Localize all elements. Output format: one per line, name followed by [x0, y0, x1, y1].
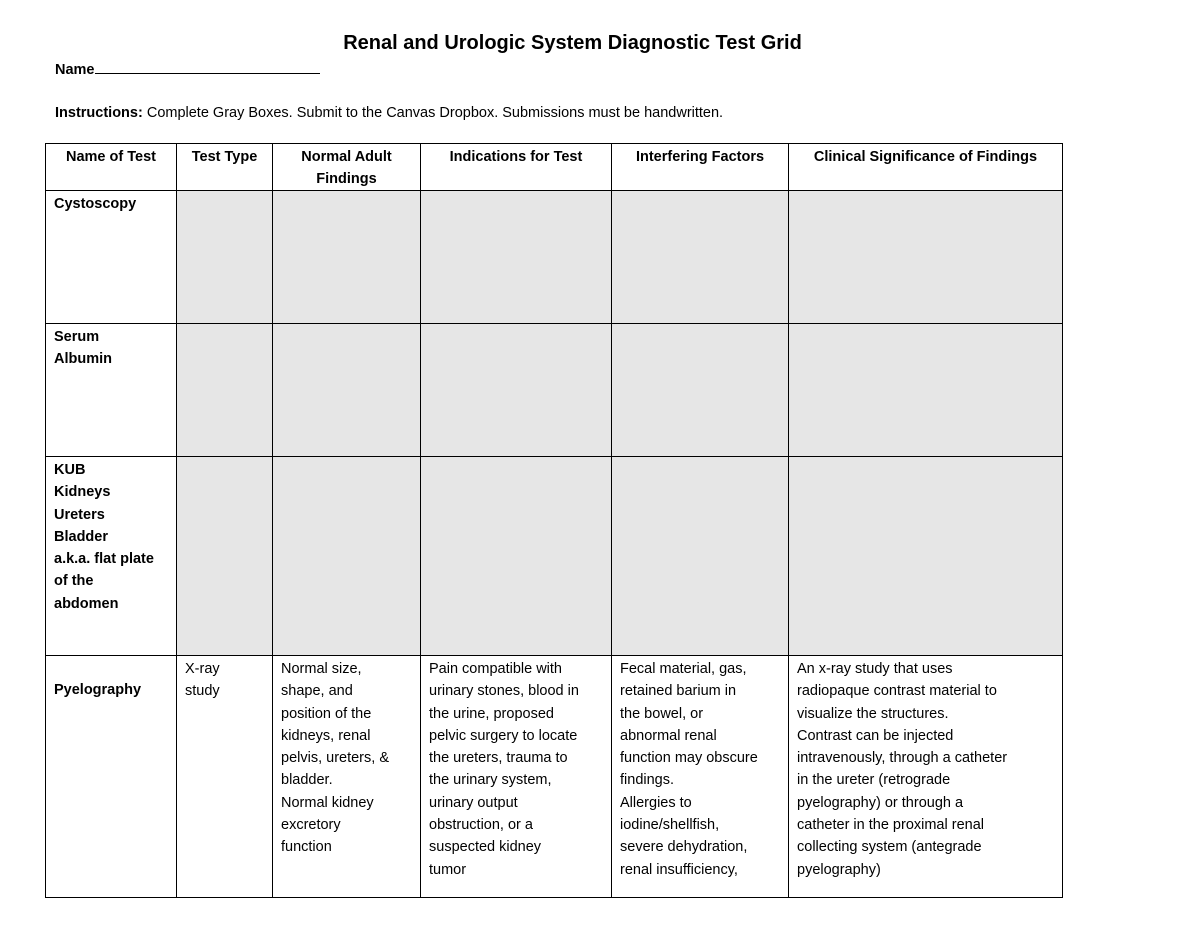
name-field — [55, 58, 320, 80]
row-name-line: Cystoscopy — [54, 196, 137, 212]
cell-line: the urine, proposed — [429, 705, 554, 722]
cell-line: Allergies to — [620, 794, 692, 811]
cell-line: suspected kidney — [429, 839, 542, 856]
cell-line: obstruction, or a — [429, 817, 533, 834]
gray-answer-box[interactable] — [612, 324, 789, 457]
gray-answer-box[interactable] — [421, 324, 612, 457]
table-row — [46, 457, 1063, 656]
cell-line: in the ureter (retrograde — [797, 772, 951, 789]
table-row — [46, 191, 1063, 324]
row-name-line: Serum — [54, 329, 100, 345]
gray-answer-box[interactable] — [177, 191, 273, 324]
cell-line: severe dehydration, — [620, 839, 748, 856]
gray-answer-box[interactable] — [789, 191, 1063, 324]
cell-line: pyelography) — [797, 861, 881, 878]
cell-line: intravenously, through a catheter — [797, 750, 1008, 767]
gray-answer-box[interactable] — [789, 457, 1063, 656]
row-name-line: Pyelography — [54, 682, 142, 698]
table-row — [46, 324, 1063, 457]
cell-line: the ureters, trauma to — [429, 750, 568, 767]
cell-line: pelvis, ureters, & — [281, 750, 389, 767]
normal-findings-cell — [273, 656, 421, 898]
name-label: Name — [55, 62, 95, 78]
header-name-of-test: Name of Test — [46, 144, 177, 191]
header-row — [46, 144, 1063, 191]
header-normal-adult-findings: Normal Adult Findings — [273, 144, 421, 191]
gray-answer-box[interactable] — [612, 191, 789, 324]
row-name-line: Albumin — [54, 351, 112, 368]
name-underline — [95, 58, 320, 74]
cell-line: excretory — [281, 817, 341, 834]
cell-line: retained barium in — [620, 683, 737, 700]
row-name-line: abdomen — [54, 595, 119, 612]
instructions-text: Complete Gray Boxes. Submit to the Canvas Dropbox. Submissions must be handwritten. — [142, 105, 724, 121]
gray-answer-box[interactable] — [273, 324, 421, 457]
cell-line: tumor — [429, 861, 467, 878]
cell-line: bladder. — [281, 772, 333, 789]
cell-line: Normal kidney — [281, 794, 374, 811]
cell-line: function — [281, 839, 332, 856]
instructions-label: Instructions: — [55, 105, 143, 121]
cell-line: position of the — [281, 705, 372, 722]
header-clinical-significance: Clinical Significance of Findings — [789, 144, 1063, 191]
gray-answer-box[interactable] — [421, 457, 612, 656]
gray-answer-box[interactable] — [612, 457, 789, 656]
cell-line: function may obscure — [620, 750, 758, 767]
cell-line: urinary output — [429, 794, 518, 811]
page-title: Renal and Urologic System Diagnostic Test Grid — [343, 32, 802, 54]
header-indications: Indications for Test — [421, 144, 612, 191]
cell-line: Pain compatible with — [429, 661, 562, 677]
cell-line: renal insufficiency, — [620, 861, 738, 878]
indications-cell — [421, 656, 612, 898]
header-test-type: Test Type — [177, 144, 273, 191]
cell-line: study — [185, 683, 220, 700]
row-name-line: Kidneys — [54, 484, 111, 501]
row-name-serum-albumin — [46, 324, 177, 457]
cell-line: Fecal material, gas, — [620, 661, 747, 677]
gray-answer-box[interactable] — [421, 191, 612, 324]
cell-line: catheter in the proximal renal — [797, 817, 984, 834]
instructions — [55, 103, 723, 123]
cell-line: the bowel, or — [620, 705, 704, 722]
row-name-line: Ureters — [54, 506, 105, 523]
gray-answer-box[interactable] — [789, 324, 1063, 457]
cell-line: collecting system (antegrade — [797, 839, 982, 856]
row-name-line: of the — [54, 573, 94, 590]
cell-line: radiopaque contrast material to — [797, 683, 997, 700]
cell-line: Contrast can be injected — [797, 727, 954, 744]
cell-line: abnormal renal — [620, 727, 717, 744]
test-type-cell — [177, 656, 273, 898]
gray-answer-box[interactable] — [177, 324, 273, 457]
gray-answer-box[interactable] — [273, 191, 421, 324]
cell-line: findings. — [620, 772, 675, 789]
cell-line: shape, and — [281, 683, 353, 700]
table-row — [46, 656, 1063, 898]
row-name-cystoscopy — [46, 191, 177, 324]
diagnostic-test-grid — [45, 143, 1063, 898]
gray-answer-box[interactable] — [273, 457, 421, 656]
cell-line: An x-ray study that uses — [797, 661, 953, 677]
cell-line: pelvic surgery to locate — [429, 727, 578, 744]
gray-answer-box[interactable] — [177, 457, 273, 656]
header-interfering-factors: Interfering Factors — [612, 144, 789, 191]
cell-line: urinary stones, blood in — [429, 683, 579, 700]
clinical-significance-cell — [789, 656, 1063, 898]
cell-line: Normal size, — [281, 661, 362, 677]
row-name-line: a.k.a. flat plate — [54, 551, 154, 568]
cell-line: the urinary system, — [429, 772, 552, 789]
cell-line: X-ray — [185, 661, 220, 677]
cell-line: kidneys, renal — [281, 727, 371, 744]
interfering-factors-cell — [612, 656, 789, 898]
row-name-line: Bladder — [54, 528, 108, 545]
cell-line: visualize the structures. — [797, 705, 949, 722]
row-name-pyelography — [46, 656, 177, 898]
cell-line: pyelography) or through a — [797, 794, 964, 811]
cell-line: iodine/shellfish, — [620, 817, 720, 834]
row-name-kub — [46, 457, 177, 656]
row-name-line: KUB — [54, 462, 86, 478]
